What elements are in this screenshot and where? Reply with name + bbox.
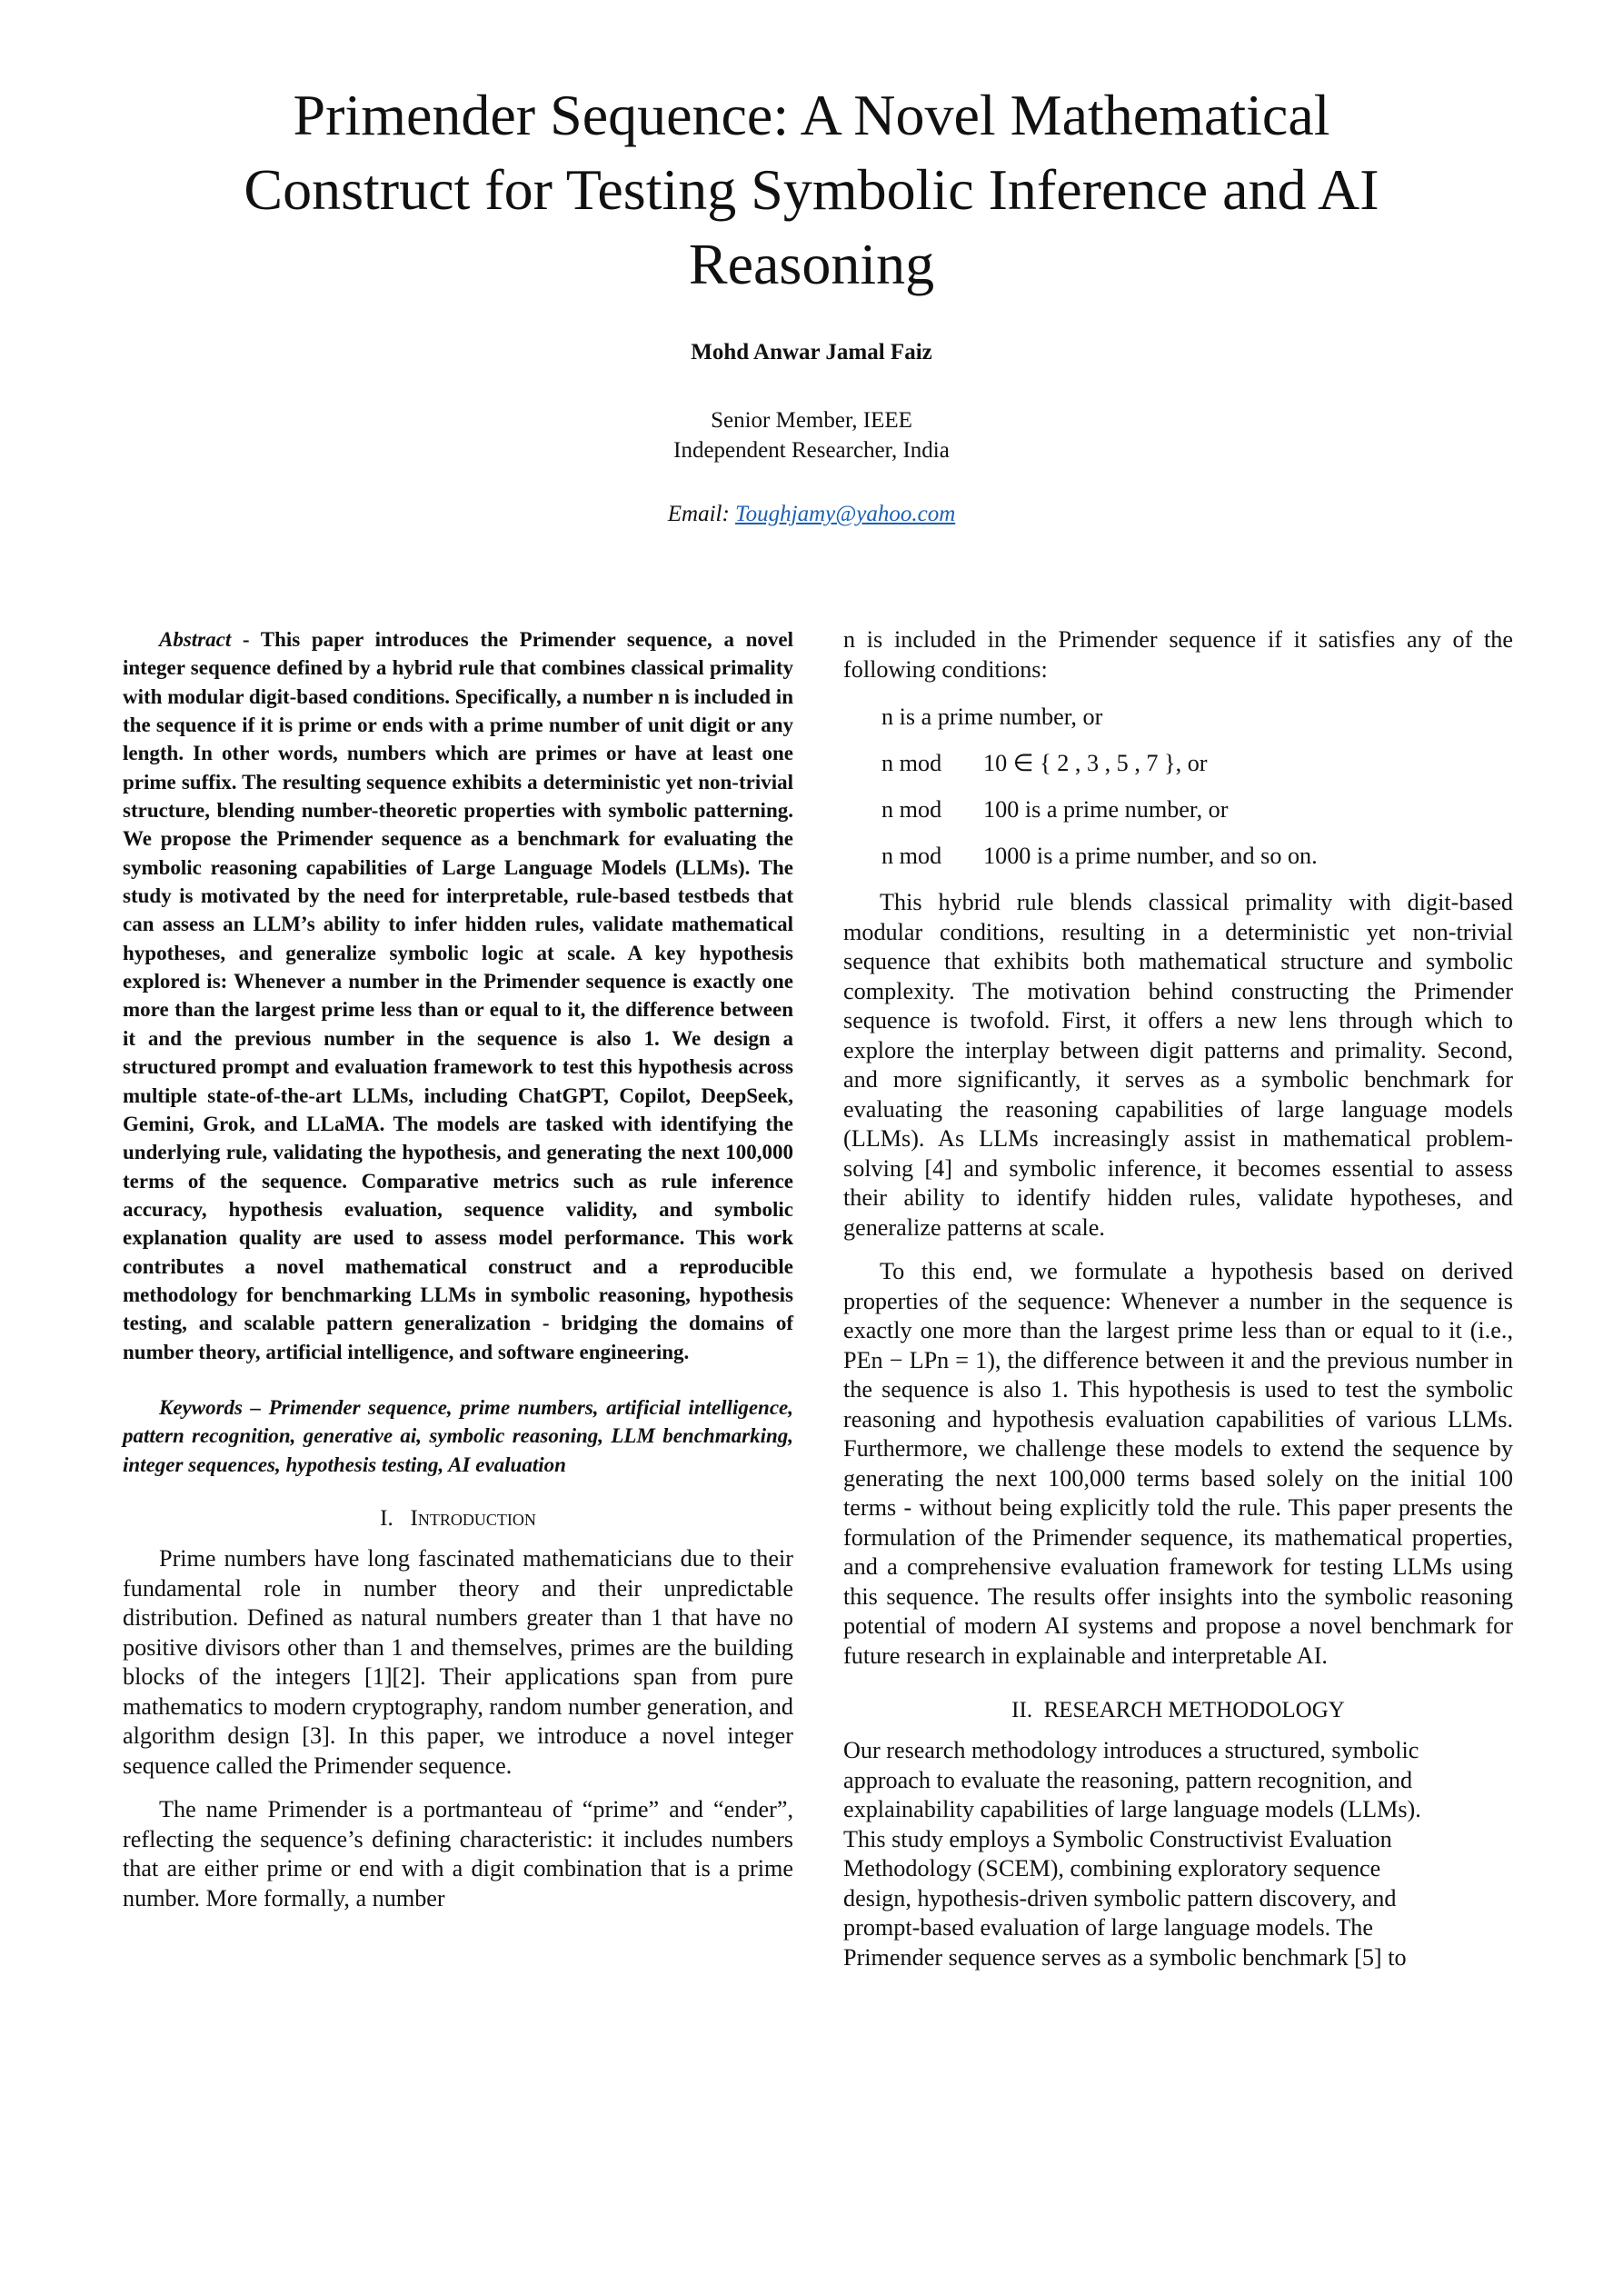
section-number: II.	[1011, 1698, 1033, 1722]
condition-text: 100 is a prime number, or	[983, 796, 1229, 823]
section-title: Introduction	[410, 1506, 536, 1532]
condition-item	[881, 694, 1513, 740]
abstract-label: Abstract	[159, 628, 232, 651]
affiliation-line: Independent Researcher, India	[673, 438, 950, 463]
text-line: explainability capabilities of large language models (LLMs).	[843, 1796, 1421, 1822]
intro-paragraph-2: The name Primender is a portmanteau of “prime” and “ender”, reflecting the sequence’s defining characteristic: it includes numbers that are either prime or end with a digit combination that is a prime number. More formally, a number	[123, 1796, 793, 1912]
text-line: This study employs a Symbolic Constructivist Evaluation	[843, 1825, 1392, 1852]
title-line: Construct for Testing Symbolic Inference and AI	[244, 157, 1379, 222]
abstract	[123, 625, 793, 1366]
right-column	[843, 625, 1513, 1972]
email-line	[0, 502, 1623, 527]
section-heading-methodology	[843, 1698, 1513, 1723]
text-line: Methodology (SCEM), combining exploratory sequence	[843, 1855, 1381, 1882]
author-name: Mohd Anwar Jamal Faiz	[691, 340, 932, 364]
condition-label: n mod	[881, 796, 942, 823]
paper-title	[109, 78, 1514, 302]
text-line: approach to evaluate the reasoning, pattern recognition, and	[843, 1766, 1413, 1793]
hypothesis-paragraph: To this end, we formulate a hypothesis based on derived properties of the sequence: Whenever a number in the sequence is exactly one more than the largest prime less than or equal to it (i.e., PEn − LPn = 1), the difference between it and the previous number in the sequence is also 1. This hypothesis is used to test the symbolic reasoning and hypothesis evaluation capabilities of various LLMs. Furthermore, we challenge these models to extend the sequence by generating the next 100,000 terms based solely on the initial 100 terms - without being explicitly told the rule. This paper presents the formulation of the Primender sequence, its mathematical properties, and a comprehensive evaluation framework for testing LLMs using this sequence. The results offer insights into the symbolic reasoning potential of modern AI systems and propose a novel benchmark for future research in explainable and interpretable AI.	[843, 1258, 1513, 1669]
condition-list	[881, 694, 1513, 879]
title-line: Reasoning	[688, 232, 935, 296]
section-number: I.	[380, 1506, 393, 1532]
email-link[interactable]: Toughjamy@yahoo.com	[735, 502, 956, 526]
intro-paragraph-2-continued: n is included in the Primender sequence if it satisfies any of the following conditions:	[843, 626, 1513, 683]
condition-text: 1000 is a prime number, and so on.	[983, 843, 1318, 869]
condition-label: n mod	[881, 750, 942, 776]
email-label: Email:	[667, 502, 736, 526]
abstract-text: - This paper introduces the Primender sequence, a novel integer sequence defined by a hybrid rule that combines classical primality with modular digit-based conditions. Specifically, a number n is included in the sequence if it is prime or ends with a prime number of unit digit or any length. In other words, numbers which are primes or have at least one prime suffix. The resulting sequence exhibits a deterministic yet non-trivial structure, blending number-theoretic properties with symbolic patterning. We propose the Primender sequence as a benchmark for evaluating the symbolic reasoning capabilities of Large Language Models (LLMs). The study is motivated by the need for interpretable, rule-based testbeds that can assess an LLM’s ability to infer hidden rules, validate mathematical hypotheses, and generalize symbolic logic at scale. A key hypothesis explored is: Whenever a number in the Primender sequence is exactly one more than the largest prime less than or equal to it, the difference between it and the previous number in the sequence is also 1. We design a structured prompt and evaluation framework to test this hypothesis across multiple state-of-the-art LLMs, including ChatGPT, Copilot, DeepSeek, Gemini, Grok, and LLaMA. The models are tasked with identifying the underlying rule, validating the hypothesis, and generating the next 100,000 terms of the sequence. Comparative metrics such as rule inference accuracy, hypothesis evaluation, sequence validity, and symbolic explanation quality are used to assess model performance. This work contributes a novel mathematical construct and a reproducible methodology for benchmarking LLMs in symbolic reasoning, hypothesis testing, and scalable pattern generalization - bridging the domains of number theory, artificial intelligence, and software engineering.	[123, 628, 793, 1363]
motivation-paragraph: This hybrid rule blends classical primality with digit-based modular conditions, resulting in a deterministic yet non-trivial sequence that exhibits both mathematical structure and symbolic complexity. The motivation behind constructing the Primender sequence is twofold. First, it offers a new lens through which to explore the interplay between digit patterns and primality. Second, and more significantly, it serves as a symbolic benchmark for evaluating the reasoning capabilities of large language models (LLMs). As LLMs increasingly assist in mathematical problem-solving [4] and symbolic inference, it becomes essential to assess their ability to identify hidden rules, validate hypotheses, and generalize patterns at scale.	[843, 889, 1513, 1241]
text-line: Our research methodology introduces a structured, symbolic	[843, 1737, 1419, 1763]
section-heading-introduction	[123, 1506, 793, 1532]
text-line: Primender sequence serves as a symbolic benchmark [5] to	[843, 1943, 1407, 1971]
section-title: RESEARCH METHODOLOGY	[1043, 1698, 1345, 1722]
condition-text: n is a prime number, or	[881, 704, 1103, 730]
condition-item	[881, 833, 1513, 879]
condition-text: 10 ∈ { 2 , 3 , 5 , 7 }, or	[983, 750, 1208, 776]
condition-item	[881, 740, 1513, 786]
keywords: Keywords – Primender sequence, prime numbers, artificial intelligence, pattern recognition, generative ai, symbolic reasoning, LLM benchmarking, integer sequences, hypothesis testing, AI evaluation	[123, 1395, 793, 1476]
affiliation	[0, 405, 1623, 465]
condition-item	[881, 786, 1513, 833]
intro-paragraph-1: Prime numbers have long fascinated mathematicians due to their fundamental role in number theory and their unpredictable distribution. Defined as natural numbers greater than 1 that have no positive divisors other than 1 and themselves, primes are the building blocks of the integers [1][2]. Their applications span from pure mathematics to modern cryptography, random number generation, and algorithm design [3]. In this paper, we introduce a novel integer sequence called the Primender sequence.	[123, 1545, 793, 1779]
text-line: prompt-based evaluation of large language models. The	[843, 1914, 1373, 1941]
condition-label: n mod	[881, 843, 942, 869]
left-column	[123, 625, 793, 1913]
title-line: Primender Sequence: A Novel Mathematical	[293, 83, 1330, 147]
methodology-paragraph	[843, 1736, 1513, 1972]
affiliation-line: Senior Member, IEEE	[711, 408, 912, 433]
text-line: design, hypothesis-driven symbolic pattern discovery, and	[843, 1884, 1397, 1912]
